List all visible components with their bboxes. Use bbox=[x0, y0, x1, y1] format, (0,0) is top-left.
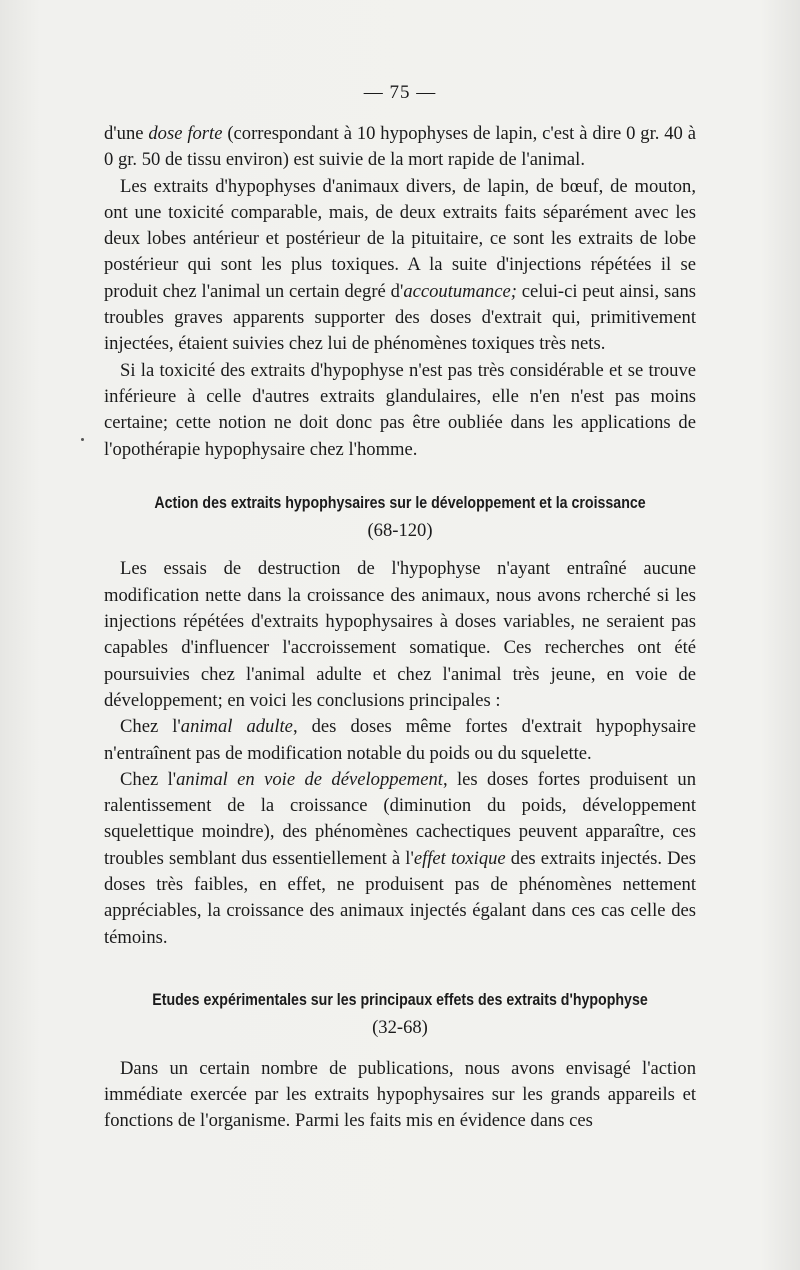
text-run: , des doses même fortes d'extrait hypophysaire n'entraînent pas de modification notable du poids ou du squelette. bbox=[104, 716, 696, 764]
text-run: d'une bbox=[104, 123, 149, 144]
section-reference-croissance: (68-120) bbox=[367, 520, 433, 542]
emphasis-animal-adulte: animal adulte bbox=[180, 716, 293, 738]
emphasis-dose-forte: dose forte bbox=[148, 123, 223, 144]
paragraph-toxicity-comparison bbox=[104, 174, 696, 358]
paragraph-animal-adulte bbox=[104, 714, 696, 767]
text-run: , les doses fortes produisent un ralentissement de la croissance (diminution du poids, développement squelettique moindre), des phénomènes cachectiques peuvent apparaître, ces troubles semblant dus essentiellement à l' bbox=[104, 768, 696, 869]
emphasis-effet-toxique: effet toxique bbox=[413, 847, 506, 869]
text-run: (correspondant à 10 hypophyses de lapin, c'est à dire 0 gr. 40 à 0 gr. 50 de tissu environ) est suivie de la mort rapide de l'animal. bbox=[104, 123, 696, 171]
paragraph-dose-forte bbox=[104, 121, 696, 174]
margin-speck bbox=[81, 438, 84, 441]
paragraph-animal-developpement bbox=[104, 767, 696, 951]
paragraph-destruction-essais: Les essais de destruction de l'hypophyse n'ayant entraîné aucune modification nette dans la croissance des animaux, nous avons rcherché si les injections répétées d'extraits hypophysaires à doses variables, ne seraient pas capables d'influencer l'accroissement somatique. Ces recherches ont été poursuivies chez l'animal adulte et chez l'animal très jeune, en voie de développement; en voici les conclusions principales : bbox=[104, 558, 696, 711]
section-heading-croissance: Action des extraits hypophysaires sur le développement et la croissance bbox=[154, 493, 646, 512]
section-reference-etudes: (32-68) bbox=[372, 1017, 428, 1039]
body-text bbox=[104, 121, 696, 1134]
emphasis-animal-en-voie-de-developpement: animal en voie de développement bbox=[176, 768, 443, 790]
text-run: Les extraits d'hypophyses d'animaux divers, de lapin, de bœuf, de mouton, ont une toxicité comparable, mais, de deux extraits faits séparément avec les deux lobes antérieur et postérieur de la pituitaire, ce sont les extraits de lobe postérieur qui sont les plus toxiques. A la suite d'injections répétées il se produit chez l'animal un certain degré d' bbox=[104, 175, 696, 302]
text-run: celui-ci peut ainsi, sans troubles graves apparents supporter des doses d'extrait qui, primitivement injectées, étaient suivies chez lui de phénomènes toxiques très nets. bbox=[104, 280, 697, 355]
paragraph-toxicity-conclusion: Si la toxicité des extraits d'hypophyse n'est pas très considérable et se trouve inférieure à celle d'autres extraits glandulaires, elle n'en n'est pas moins certaine; cette notion ne doit donc pas être oubliée dans les applications de l'opothérapie hypophysaire chez l'homme. bbox=[104, 359, 696, 460]
paragraph-publications: Dans un certain nombre de publications, nous avons envisagé l'action immédiate exercée par les extraits hypophysaires sur les grands appareils et fonctions de l'organisme. Parmi les faits mis en évidence dans ces bbox=[104, 1057, 696, 1132]
section-croissance bbox=[104, 490, 696, 951]
page-number: — 75 — bbox=[363, 82, 437, 103]
section-etudes-experimentales bbox=[104, 987, 696, 1134]
text-run: des extraits injectés. Des doses très faibles, en effet, ne produisent pas de phénomènes nettement appréciables, la croissance des animaux injectés égalant dans ces cas celle des témoins. bbox=[104, 847, 697, 948]
text-run: Chez l' bbox=[120, 768, 177, 790]
emphasis-accoutumance: accoutumance; bbox=[403, 280, 517, 302]
section-heading-etudes: Etudes expérimentales sur les principaux effets des extraits d'hypophyse bbox=[152, 990, 648, 1009]
text-run: Chez l' bbox=[120, 716, 181, 738]
